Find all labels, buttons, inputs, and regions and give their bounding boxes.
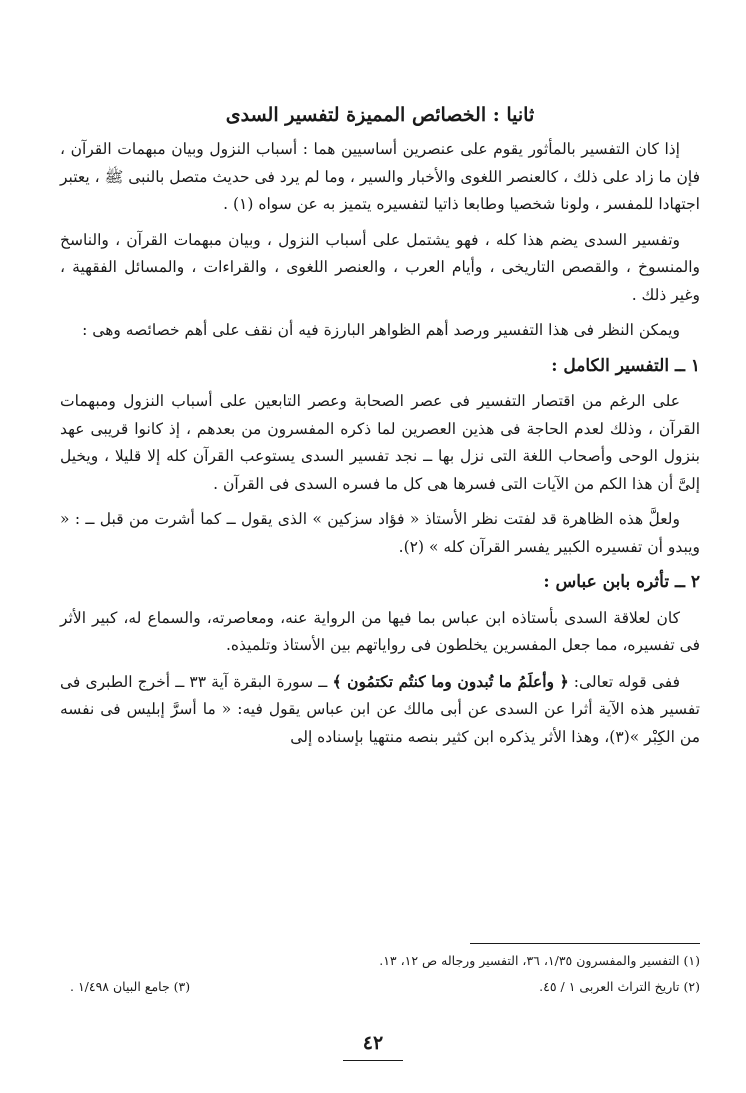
footnote-row-2 [70,974,700,1000]
verse-rest: ــ سورة البقرة آية ٣٣ ــ أخرج الطبرى فى تفسير هذه الآية أثرا عن السدى عن أبى مالك عن ابن عباس يقول فيه: « ما أسرَّ إبليس فى نفسه من الكِبْر »(٣)، وهذا الأثر يذكره ابن كثير بنصه منتهيا بإسناده إلى [60,672,700,746]
page-title: ثانيا : الخصائص المميزة لتفسير السدى [225,104,535,126]
section-2-paragraph-2 [60,668,700,752]
section-2-paragraph-1: كان لعلاقة السدى بأستاذه ابن عباس بما فيها من الرواية عنه، ومعاصرته، والسماع له، كبير الأثر فى تفسيره، مما جعل المفسرين يخلطون فى رواياتهم بين الأستاذ وتلميذه. [60,608,700,654]
main-text [60,100,700,759]
intro-paragraph-3: ويمكن النظر فى هذا التفسير ورصد أهم الظواهر البارزة فيه أن نقف على أهم خصائصه وهى : [82,321,680,339]
footnote-3: (٣) جامع البيان ١/٤٩٨ . [70,979,191,994]
section-1-heading: ١ ــ التفسير الكامل : [551,355,700,376]
section-1-paragraph-1: على الرغم من اقتصار التفسير فى عصر الصحابة وعصر التابعين على أسباب النزول ومبهمات القرآن ، وذلك لعدم الحاجة فى هذين العصرين لما ذكره المفسرون من بعدهم ، إذ كانوا قريبى عهد بنزول الوحى وأصحاب اللغة التى نزل بها ــ نجد تفسير السدى يستوعب القرآن كله إلا قليلا ، ويخيل إلىَّ أن هذا الكم من الآيات التى فسرها هى كل ما فسره السدى فى القرآن . [60,392,700,493]
page-number: ٤٢ [362,1032,384,1054]
quran-verse: ﴿ وأعلَمُ ما تُبدون وما كنتُم تكتمُون ﴾ [332,671,569,691]
footnotes [70,943,700,1000]
section-1-paragraph-2: ولعلَّ هذه الظاهرة قد لفتت نظر الأستاذ « فؤاد سزكين » الذى يقول ــ كما أشرت من قبل ــ : « ويبدو أن تفسيره الكبير يفسر القرآن كله » (٢). [60,510,700,556]
intro-paragraph-2: وتفسير السدى يضم هذا كله ، فهو يشتمل على أسباب النزول ، وبيان مبهمات القرآن ، والناسخ والمنسوخ ، والقصص التاريخى ، وأيام العرب ، والعنصر اللغوى ، والقراءات ، والمسائل الفقهية ، وغير ذلك . [60,230,700,304]
verse-lead: ففى قوله تعالى: [573,672,680,691]
footnote-separator [470,943,700,944]
footnote-1: (١) التفسير والمفسرون ١/٣٥، ٣٦، التفسير ورجاله ص ١٢، ١٣. [379,953,700,968]
page-number-rule [343,1060,403,1061]
section-2-heading: ٢ ــ تأثره بابن عباس : [543,572,700,592]
intro-paragraph-1: إذا كان التفسير بالمأثور يقوم على عنصرين أساسيين هما : أسباب النزول وبيان مبهمات القرآن ، فإن ما زاد على ذلك ، كالعنصر اللغوى والأخبار والسير ، وما لم يرد فى حديث متصل بالنبى ﷺ ، يعتبر اجتهادا للمفسر ، ولونا شخصيا وطابعا ذاتيا لتفسيره يتميز به عن سواه (١) . [60,140,700,213]
footnote-2: (٢) تاريخ التراث العربى ١ / ٤٥. [539,979,700,994]
